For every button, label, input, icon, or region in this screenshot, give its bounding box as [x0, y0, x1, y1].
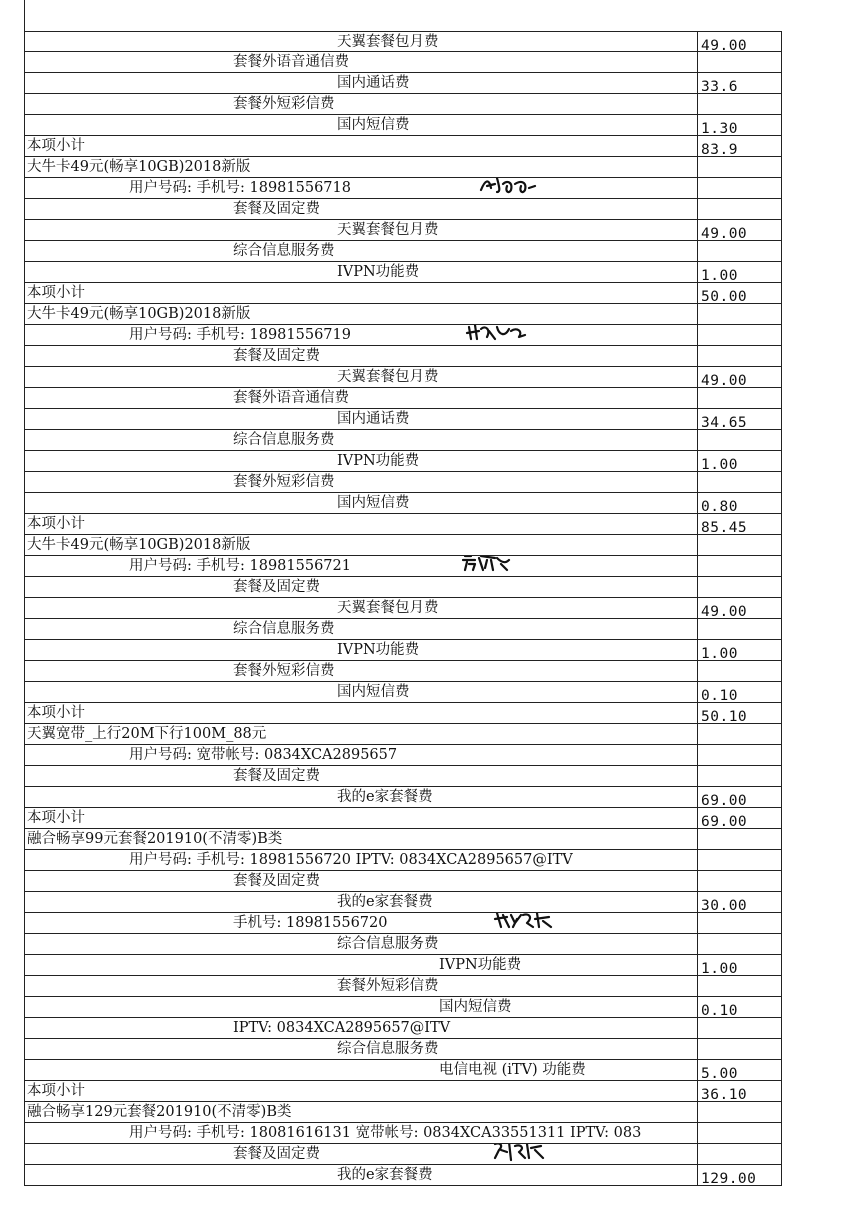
- item-description: 国内短信费: [337, 684, 410, 700]
- item-amount: [698, 178, 781, 198]
- item-amount: [698, 976, 781, 996]
- item-description-cell: [25, 955, 698, 975]
- table-row: [25, 724, 781, 745]
- item-amount: 34.65: [701, 415, 748, 431]
- item-description: 大牛卡49元(畅享10GB)2018新版: [27, 159, 251, 175]
- item-description-cell: [25, 199, 698, 219]
- table-row: [25, 1165, 781, 1186]
- item-description: 套餐及固定费: [233, 201, 320, 217]
- item-description-cell: [25, 829, 698, 849]
- item-description: IVPN功能费: [337, 453, 420, 469]
- item-description: IVPN功能费: [337, 264, 420, 280]
- table-row: [25, 367, 781, 388]
- table-row: [25, 829, 781, 850]
- table-row: [25, 1144, 781, 1165]
- item-description: 综合信息服务费: [233, 243, 335, 259]
- table-row: [25, 619, 781, 640]
- item-description-cell: [25, 283, 698, 303]
- item-description: 套餐外短彩信费: [233, 96, 335, 112]
- table-row: [25, 766, 781, 787]
- item-description-cell: [25, 787, 698, 807]
- item-amount: 1.00: [701, 268, 738, 284]
- item-description: 天翼套餐包月费: [337, 222, 439, 238]
- item-description: 手机号: 18981556720: [233, 915, 388, 931]
- item-amount: [698, 430, 781, 450]
- item-description: 套餐外短彩信费: [233, 663, 335, 679]
- item-amount: 83.9: [701, 142, 738, 158]
- item-amount: [698, 850, 781, 870]
- item-description-cell: [25, 997, 698, 1017]
- item-description: 套餐及固定费: [233, 873, 320, 889]
- table-row: [25, 220, 781, 241]
- item-amount: [698, 556, 781, 576]
- table-row: [25, 934, 781, 955]
- item-description: 天翼套餐包月费: [337, 34, 439, 50]
- table-row: [25, 892, 781, 913]
- table-row: [25, 430, 781, 451]
- table-row: [25, 451, 781, 472]
- item-description-cell: [25, 367, 698, 387]
- item-description-cell: [25, 766, 698, 786]
- item-description: 综合信息服务费: [233, 621, 335, 637]
- item-amount: [698, 325, 781, 345]
- left-margin-rule: [24, 0, 25, 31]
- table-row: [25, 976, 781, 997]
- item-description: 本项小计: [27, 516, 85, 532]
- item-description-cell: [25, 1102, 698, 1122]
- table-row: [25, 73, 781, 94]
- item-amount: 1.00: [701, 961, 738, 977]
- item-amount: 49.00: [701, 38, 748, 54]
- item-description: 套餐及固定费: [233, 1146, 320, 1162]
- item-amount: 49.00: [701, 604, 748, 620]
- handwritten-signature: [491, 1144, 551, 1162]
- item-amount: [698, 388, 781, 408]
- item-description-cell: [25, 304, 698, 324]
- item-description: 用户号码: 手机号: 18081616131 宽带帐号: 0834XCA33551311 IPTV: 083: [129, 1125, 642, 1141]
- table-row: [25, 94, 781, 115]
- item-amount: [698, 913, 781, 933]
- item-description: 国内通话费: [337, 411, 410, 427]
- item-description-cell: [25, 1039, 698, 1059]
- table-row: [25, 304, 781, 325]
- item-amount: [698, 1144, 781, 1164]
- table-row: [25, 1123, 781, 1144]
- item-description: 国内短信费: [337, 495, 410, 511]
- item-description: 套餐及固定费: [233, 579, 320, 595]
- table-row: [25, 262, 781, 283]
- item-description: 融合畅享99元套餐201910(不清零)B类: [27, 831, 283, 847]
- item-amount: 1.00: [701, 457, 738, 473]
- item-description-cell: [25, 892, 698, 912]
- item-description-cell: [25, 661, 698, 681]
- handwritten-signature: [493, 913, 555, 931]
- item-description: 本项小计: [27, 285, 85, 301]
- item-amount: [698, 766, 781, 786]
- item-amount: 129.00: [701, 1171, 757, 1187]
- item-amount: [698, 304, 781, 324]
- table-row: [25, 1018, 781, 1039]
- item-description: 套餐外短彩信费: [233, 474, 335, 490]
- item-description: 融合畅享129元套餐201910(不清零)B类: [27, 1104, 292, 1120]
- item-amount: [698, 52, 781, 72]
- item-description: 本项小计: [27, 810, 85, 826]
- item-description-cell: [25, 1144, 698, 1164]
- item-description: 套餐外语音通信费: [233, 54, 349, 70]
- item-description-cell: [25, 556, 698, 576]
- item-description: 国内通话费: [337, 75, 410, 91]
- item-amount: [698, 346, 781, 366]
- table-row: [25, 787, 781, 808]
- table-row: [25, 871, 781, 892]
- item-description-cell: [25, 136, 698, 156]
- table-row: [25, 997, 781, 1018]
- item-amount: 5.00: [701, 1066, 738, 1082]
- item-amount: 69.00: [701, 814, 748, 830]
- item-amount: 30.00: [701, 898, 748, 914]
- subtotal-row: [25, 136, 781, 157]
- item-description-cell: [25, 682, 698, 702]
- item-description: 电信电视 (iTV) 功能费: [439, 1062, 586, 1078]
- subtotal-row: [25, 514, 781, 535]
- item-amount: 1.30: [701, 121, 738, 137]
- item-description-cell: [25, 1123, 698, 1143]
- item-description-cell: [25, 724, 698, 744]
- item-description: 用户号码: 手机号: 18981556718: [129, 180, 351, 196]
- item-amount: 1.00: [701, 646, 738, 662]
- item-description: 用户号码: 手机号: 18981556721: [129, 558, 351, 574]
- item-description-cell: [25, 262, 698, 282]
- table-row: [25, 745, 781, 766]
- item-description-cell: [25, 514, 698, 534]
- table-row: [25, 640, 781, 661]
- table-row: [25, 661, 781, 682]
- table-row: [25, 388, 781, 409]
- handwritten-signature: [461, 556, 513, 574]
- item-amount: [698, 934, 781, 954]
- item-amount: 69.00: [701, 793, 748, 809]
- table-row: [25, 325, 781, 346]
- item-description-cell: [25, 535, 698, 555]
- item-description: 用户号码: 手机号: 18981556720 IPTV: 0834XCA2895657@ITV: [129, 852, 573, 868]
- table-row: [25, 850, 781, 871]
- item-description-cell: [25, 598, 698, 618]
- item-amount: 36.10: [701, 1087, 748, 1103]
- item-description-cell: [25, 52, 698, 72]
- item-description-cell: [25, 493, 698, 513]
- item-description: 大牛卡49元(畅享10GB)2018新版: [27, 306, 251, 322]
- item-description-cell: [25, 430, 698, 450]
- table-row: [25, 1060, 781, 1081]
- item-description-cell: [25, 472, 698, 492]
- billing-detail-table: [24, 31, 782, 1186]
- subtotal-row: [25, 703, 781, 724]
- item-description-cell: [25, 178, 698, 198]
- item-description-cell: [25, 388, 698, 408]
- item-amount: [698, 1039, 781, 1059]
- table-row: [25, 157, 781, 178]
- item-description: 综合信息服务费: [337, 936, 439, 952]
- table-row: [25, 178, 781, 199]
- item-description-cell: [25, 32, 698, 51]
- item-description: 本项小计: [27, 1083, 85, 1099]
- table-row: [25, 241, 781, 262]
- table-row: [25, 913, 781, 934]
- item-description-cell: [25, 1018, 698, 1038]
- item-description: IVPN功能费: [337, 642, 420, 658]
- table-row: [25, 409, 781, 430]
- item-description-cell: [25, 346, 698, 366]
- item-description: 套餐外语音通信费: [233, 390, 349, 406]
- item-description-cell: [25, 913, 698, 933]
- handwritten-signature: [465, 325, 531, 343]
- item-description-cell: [25, 1165, 698, 1185]
- subtotal-row: [25, 1081, 781, 1102]
- item-description: 国内短信费: [337, 117, 410, 133]
- table-row: [25, 493, 781, 514]
- item-amount: [698, 157, 781, 177]
- item-description-cell: [25, 871, 698, 891]
- item-amount: [698, 724, 781, 744]
- item-description-cell: [25, 976, 698, 996]
- item-description: 天翼套餐包月费: [337, 369, 439, 385]
- item-description: 用户号码: 宽带帐号: 0834XCA2895657: [129, 747, 398, 763]
- item-amount: 85.45: [701, 520, 748, 536]
- item-description-cell: [25, 451, 698, 471]
- item-description: 套餐及固定费: [233, 768, 320, 784]
- table-row: [25, 577, 781, 598]
- table-row: [25, 52, 781, 73]
- item-description: 本项小计: [27, 138, 85, 154]
- item-amount: [698, 535, 781, 555]
- item-description: 我的e家套餐费: [337, 1167, 433, 1183]
- item-description-cell: [25, 409, 698, 429]
- item-description: IVPN功能费: [439, 957, 522, 973]
- item-amount: [698, 241, 781, 261]
- item-description: 本项小计: [27, 705, 85, 721]
- item-description-cell: [25, 325, 698, 345]
- item-description: 用户号码: 手机号: 18981556719: [129, 327, 351, 343]
- item-amount: [698, 1102, 781, 1122]
- item-description-cell: [25, 745, 698, 765]
- table-row: [25, 346, 781, 367]
- item-description: 天翼套餐包月费: [337, 600, 439, 616]
- item-amount: [698, 829, 781, 849]
- item-description: 套餐及固定费: [233, 348, 320, 364]
- item-amount: [698, 871, 781, 891]
- table-row: [25, 1039, 781, 1060]
- item-description-cell: [25, 808, 698, 828]
- item-description: 综合信息服务费: [233, 432, 335, 448]
- item-amount: [698, 619, 781, 639]
- item-description-cell: [25, 73, 698, 93]
- item-description-cell: [25, 157, 698, 177]
- table-row: [25, 535, 781, 556]
- item-description: 大牛卡49元(畅享10GB)2018新版: [27, 537, 251, 553]
- item-description: 国内短信费: [439, 999, 512, 1015]
- item-amount: 33.6: [701, 79, 738, 95]
- item-description-cell: [25, 94, 698, 114]
- item-amount: 0.10: [701, 1003, 738, 1019]
- table-row: [25, 115, 781, 136]
- item-amount: [698, 1018, 781, 1038]
- table-row: [25, 556, 781, 577]
- item-amount: 0.80: [701, 499, 738, 515]
- item-description-cell: [25, 619, 698, 639]
- item-amount: [698, 745, 781, 765]
- item-description-cell: [25, 220, 698, 240]
- item-amount: 49.00: [701, 373, 748, 389]
- table-row: [25, 472, 781, 493]
- item-description: 综合信息服务费: [337, 1041, 439, 1057]
- item-description-cell: [25, 115, 698, 135]
- item-amount: [698, 199, 781, 219]
- table-row: [25, 1102, 781, 1123]
- item-description-cell: [25, 1060, 698, 1080]
- table-row: [25, 31, 781, 52]
- item-description-cell: [25, 934, 698, 954]
- item-amount: [698, 472, 781, 492]
- subtotal-row: [25, 283, 781, 304]
- item-amount: [698, 94, 781, 114]
- item-description-cell: [25, 703, 698, 723]
- item-amount: [698, 577, 781, 597]
- item-description: IPTV: 0834XCA2895657@ITV: [233, 1020, 451, 1036]
- table-row: [25, 682, 781, 703]
- item-amount: 50.10: [701, 709, 748, 725]
- item-description: 我的e家套餐费: [337, 789, 433, 805]
- table-row: [25, 598, 781, 619]
- table-row: [25, 199, 781, 220]
- item-amount: 50.00: [701, 289, 748, 305]
- subtotal-row: [25, 808, 781, 829]
- item-description-cell: [25, 640, 698, 660]
- item-description-cell: [25, 577, 698, 597]
- item-description-cell: [25, 241, 698, 261]
- item-amount: 0.10: [701, 688, 738, 704]
- item-amount: [698, 661, 781, 681]
- handwritten-signature: [477, 178, 539, 196]
- item-description: 天翼宽带_上行20M下行100M_88元: [27, 726, 267, 742]
- item-description: 套餐外短彩信费: [337, 978, 439, 994]
- item-description-cell: [25, 1081, 698, 1101]
- item-amount: 49.00: [701, 226, 748, 242]
- item-description: 我的e家套餐费: [337, 894, 433, 910]
- table-row: [25, 955, 781, 976]
- item-amount: [698, 1123, 781, 1143]
- item-description-cell: [25, 850, 698, 870]
